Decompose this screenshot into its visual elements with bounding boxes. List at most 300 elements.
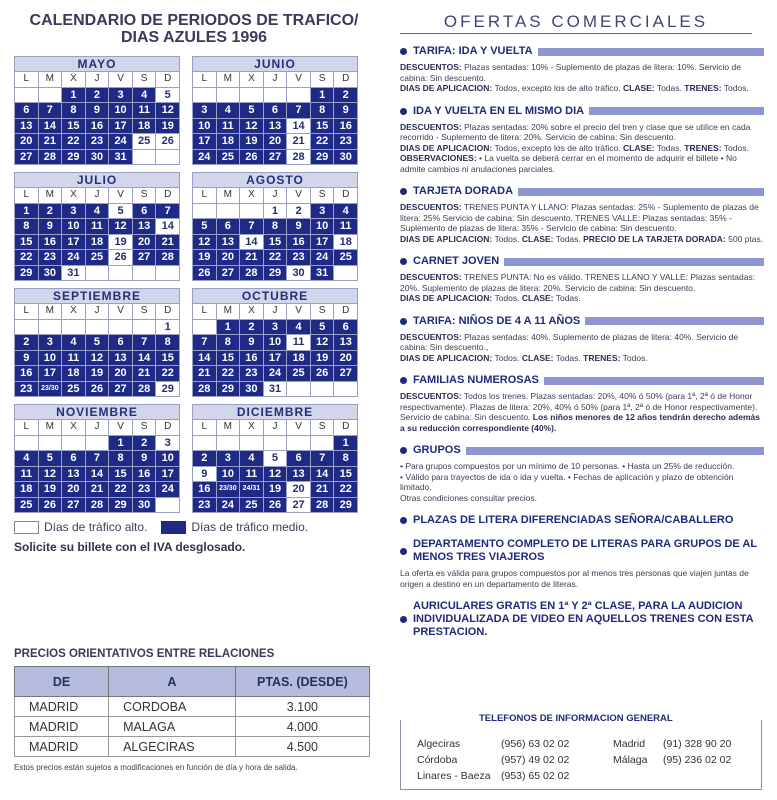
calendar-empty-cell [240, 436, 263, 451]
calendar-day: 24 [62, 250, 85, 265]
prices-title: PRECIOS ORIENTATIVOS ENTRE RELACIONES [14, 648, 275, 660]
weekday-header: M [39, 72, 62, 87]
calendar-day: 26 [156, 134, 179, 149]
month-name: NOVIEMBRE [15, 405, 179, 419]
offer-title: TARJETA DORADA [413, 185, 514, 197]
offer-title: CARNET JOVEN [413, 255, 500, 267]
calendar-day: 17 [311, 235, 334, 250]
weekday-header: L [193, 304, 216, 319]
calendar-day: 24 [156, 482, 179, 497]
calendar-day: 7 [86, 451, 109, 466]
calendar-day: 17 [39, 366, 62, 381]
calendar-day: 7 [287, 103, 310, 118]
calendar-day: 21 [287, 134, 310, 149]
calendar-day: 21 [156, 235, 179, 250]
offer-heading [400, 105, 764, 118]
title-bar-decoration [589, 107, 764, 115]
offer-title: PLAZAS DE LITERA DIFERENCIADAS SEÑORA/CABALLERO [413, 514, 734, 526]
weekday-header: M [217, 72, 240, 87]
offer-section [400, 600, 764, 639]
offer-section [400, 538, 764, 589]
calendar-day: 31 [62, 266, 85, 281]
offer-body [400, 568, 764, 589]
calendar-day: 21 [193, 366, 216, 381]
calendar-day: 22 [15, 250, 38, 265]
calendar-empty-cell [264, 436, 287, 451]
calendar-day: 26 [193, 266, 216, 281]
weekday-header: L [193, 188, 216, 203]
month-septiembre [14, 288, 180, 397]
offer-section [400, 514, 764, 527]
weekday-header: J [264, 72, 287, 87]
calendar-day: 5 [264, 451, 287, 466]
calendar-day: 11 [15, 467, 38, 482]
calendar-day: 22 [62, 134, 85, 149]
cell-a: ALGECIRAS [109, 737, 236, 757]
month-julio [14, 172, 180, 281]
calendar-empty-cell [311, 382, 334, 397]
calendar-day: 9 [240, 335, 263, 350]
weekday-header: M [217, 188, 240, 203]
calendar-day: 19 [86, 366, 109, 381]
calendar-day: 8 [311, 103, 334, 118]
offer-body [400, 461, 764, 503]
calendar-day: 15 [334, 467, 357, 482]
calendar-day: 26 [311, 366, 334, 381]
table-row [15, 737, 370, 757]
calendar-empty-cell [86, 320, 109, 335]
calendar-day: 9 [133, 451, 156, 466]
calendar-grid [14, 56, 374, 513]
calendar-day: 3 [156, 436, 179, 451]
calendar-day: 1 [217, 320, 240, 335]
calendar-day: 1 [62, 88, 85, 103]
weekday-header: X [62, 188, 85, 203]
calendar-day: 26 [264, 498, 287, 513]
bullet-icon [400, 616, 407, 623]
offer-section [400, 444, 764, 503]
calendar-day: 24 [193, 150, 216, 165]
calendar-empty-cell [311, 436, 334, 451]
calendar-day: 16 [39, 235, 62, 250]
calendar-day: 31 [264, 382, 287, 397]
calendar-empty-cell [109, 266, 132, 281]
legend-high-label: Días de tráfico alto. [44, 520, 148, 534]
offer-section [400, 185, 764, 244]
offer-section [400, 315, 764, 364]
calendar-day: 20 [334, 351, 357, 366]
calendar-empty-cell [39, 88, 62, 103]
offer-body [400, 332, 764, 364]
calendar-empty-cell [287, 382, 310, 397]
offer-line: OBSERVACIONES: • La vuelta se deberá cerrar en el momento de adquirir el billete • No admite cambios ni anulaciones parciales. [400, 153, 737, 174]
calendar-empty-cell [156, 150, 179, 165]
calendar-day: 21 [240, 250, 263, 265]
weekday-header: V [109, 188, 132, 203]
calendar-day: 30 [133, 498, 156, 513]
weekday-header: D [156, 72, 179, 87]
calendar-day: 13 [62, 467, 85, 482]
offer-title: IDA Y VUELTA EN EL MISMO DIA [413, 104, 585, 117]
weekday-header: J [264, 188, 287, 203]
calendar-day: 12 [193, 235, 216, 250]
calendar-day: 12 [109, 219, 132, 234]
calendar-empty-cell [240, 88, 263, 103]
month-mayo [14, 56, 180, 165]
weekday-header: J [264, 304, 287, 319]
offer-title: AURICULARES GRATIS EN 1ª Y 2ª CLASE, PARA LA AUDICION INDIVIDUALIZADA DE VIDEO EN AQUELLOS TRENES CON ESTA PRESTACION. [413, 600, 754, 638]
calendar-day: 7 [39, 103, 62, 118]
calendar-day: 1 [156, 320, 179, 335]
calendar-day: 2 [240, 320, 263, 335]
calendar-day: 28 [39, 150, 62, 165]
weekday-header: L [193, 420, 216, 435]
calendar-day: 6 [62, 451, 85, 466]
calendar-day: 4 [15, 451, 38, 466]
calendar-day: 16 [193, 482, 216, 497]
calendar-day: 30 [240, 382, 263, 397]
calendar-day: 13 [287, 467, 310, 482]
weekday-header: V [109, 72, 132, 87]
telefonos-title: TELEFONOS DE INFORMACION GENERAL [473, 713, 679, 724]
calendar-day: 22 [264, 250, 287, 265]
offer-heading [400, 444, 764, 457]
calendar-day: 24 [109, 134, 132, 149]
calendar-day: 13 [217, 235, 240, 250]
calendar-day: 2 [193, 451, 216, 466]
calendar-day: 6 [334, 320, 357, 335]
calendar-day: 3 [39, 335, 62, 350]
calendar-day: 14 [156, 219, 179, 234]
offer-body [400, 391, 764, 433]
weekday-header: X [240, 420, 263, 435]
calendar-day: 30 [334, 150, 357, 165]
calendar-day: 13 [15, 119, 38, 134]
tel-phone: (953) 65 02 02 [501, 770, 570, 782]
calendar-empty-cell [39, 436, 62, 451]
calendar-day: 9 [86, 103, 109, 118]
weekday-header: M [39, 304, 62, 319]
calendar-empty-cell [39, 320, 62, 335]
calendar-day: 29 [334, 498, 357, 513]
calendar-day: 4 [217, 103, 240, 118]
calendar-day: 25 [62, 382, 85, 397]
calendar-day: 27 [264, 150, 287, 165]
calendar-day: 11 [240, 467, 263, 482]
offer-line: DESCUENTOS: TRENES PUNTA: No es válido. TRENES LLANO Y VALLE: Plazas sentadas: 20%. Suplemento de plazas de litera: 20%. Servicio de cabina: Sin descuento. [400, 272, 756, 293]
calendar-day: 9 [193, 467, 216, 482]
month-name: MAYO [15, 57, 179, 71]
weekday-header: J [264, 420, 287, 435]
calendar-empty-cell [62, 436, 85, 451]
calendar-day: 18 [217, 134, 240, 149]
calendar-day: 19 [193, 250, 216, 265]
offer-line: DIAS DE APLICACION: Todos, excepto los de alto tráfico. CLASE: Todas. TRENES: Todos. [400, 83, 749, 93]
offer-body [400, 272, 764, 304]
calendar-day: 7 [133, 335, 156, 350]
calendar-day: 28 [311, 498, 334, 513]
calendar-day: 26 [240, 150, 263, 165]
calendar-empty-cell [287, 88, 310, 103]
tel-city: Algeciras [417, 738, 461, 750]
calendar-day: 15 [109, 467, 132, 482]
calendar-day: 24 [264, 366, 287, 381]
calendar-day: 3 [193, 103, 216, 118]
calendar-day: 6 [217, 219, 240, 234]
calendar-day: 4 [133, 88, 156, 103]
calendar-day: 25 [15, 498, 38, 513]
calendar-day: 24/31 [240, 482, 263, 497]
calendar-day: 27 [334, 366, 357, 381]
bullet-icon [400, 108, 407, 115]
calendar-day: 16 [133, 467, 156, 482]
calendar-day: 26 [86, 382, 109, 397]
weekday-header: M [217, 420, 240, 435]
offer-section [400, 374, 764, 433]
calendar-day: 4 [62, 335, 85, 350]
weekday-header: L [15, 72, 38, 87]
weekday-header: S [133, 304, 156, 319]
offer-title: TARIFA: IDA Y VUELTA [413, 45, 533, 57]
weekday-header: X [240, 72, 263, 87]
calendar-day: 10 [217, 467, 240, 482]
calendar-day: 30 [287, 266, 310, 281]
calendar-day: 10 [109, 103, 132, 118]
calendar-day: 5 [86, 335, 109, 350]
offer-line: La oferta es válida para grupos compuestos por al menos tres personas que viajen juntas de origen a destino en un departamento de literas. [400, 568, 749, 589]
calendar-day: 2 [287, 204, 310, 219]
legend-medium-label: Días de tráfico medio. [191, 520, 309, 534]
right-column [400, 12, 764, 639]
weekday-header: X [240, 304, 263, 319]
weekday-header: D [334, 420, 357, 435]
calendar-day: 18 [15, 482, 38, 497]
month-agosto [192, 172, 358, 281]
month-name: JULIO [15, 173, 179, 187]
calendar-day: 26 [109, 250, 132, 265]
calendar-day: 2 [334, 88, 357, 103]
calendar-day: 29 [62, 150, 85, 165]
calendar-day: 1 [109, 436, 132, 451]
weekday-header: V [287, 72, 310, 87]
calendar-day: 15 [15, 235, 38, 250]
calendar-day: 7 [311, 451, 334, 466]
calendar-day: 2 [86, 88, 109, 103]
calendar-day: 20 [133, 235, 156, 250]
calendar-day: 25 [133, 134, 156, 149]
offer-title: GRUPOS [413, 444, 461, 456]
calendar-day: 18 [287, 351, 310, 366]
calendar-day: 16 [287, 235, 310, 250]
tel-phone: (957) 49 02 02 [501, 754, 570, 766]
calendar-day: 9 [15, 351, 38, 366]
weekday-header: S [311, 72, 334, 87]
calendar-day: 20 [264, 134, 287, 149]
calendar-day: 18 [133, 119, 156, 134]
calendar-day: 23 [334, 134, 357, 149]
calendar-day: 12 [86, 351, 109, 366]
offer-heading [400, 374, 764, 387]
calendar-day: 19 [311, 351, 334, 366]
month-name: OCTUBRE [193, 289, 357, 303]
table-row [15, 717, 370, 737]
cell-ptas: 3.100 [235, 697, 369, 717]
calendar-empty-cell [15, 436, 38, 451]
calendar-day: 11 [86, 219, 109, 234]
month-name: SEPTIEMBRE [15, 289, 179, 303]
cell-de: MADRID [15, 717, 109, 737]
calendar-day: 7 [193, 335, 216, 350]
calendar-day: 27 [287, 498, 310, 513]
calendar-day: 5 [240, 103, 263, 118]
calendar-title: CALENDARIO DE PERIODOS DE TRAFICO/ DIAS AZULES 1996 [29, 12, 359, 46]
calendar-day: 15 [264, 235, 287, 250]
bullet-icon [400, 318, 407, 325]
calendar-day: 23 [193, 498, 216, 513]
weekday-header: L [193, 72, 216, 87]
calendar-day: 24 [311, 250, 334, 265]
calendar-empty-cell [334, 266, 357, 281]
calendar-day: 18 [334, 235, 357, 250]
weekday-header: D [334, 304, 357, 319]
calendar-empty-cell [334, 382, 357, 397]
offer-heading [400, 538, 764, 564]
offer-line: DESCUENTOS: Plazas sentadas: 40%. Suplemento de plazas de litera: 40%. Servicio de cabina: Sin descuento., [400, 331, 739, 352]
calendar-day: 25 [217, 150, 240, 165]
calendar-day: 15 [311, 119, 334, 134]
title-bar-decoration [544, 377, 764, 385]
calendar-day: 22 [311, 134, 334, 149]
calendar-day: 8 [217, 335, 240, 350]
calendar-day: 7 [240, 219, 263, 234]
calendar-day: 21 [311, 482, 334, 497]
calendar-day: 13 [334, 335, 357, 350]
calendar-day: 28 [240, 266, 263, 281]
calendar-day: 3 [311, 204, 334, 219]
calendar-day: 27 [217, 266, 240, 281]
offer-line: DIAS DE APLICACION: Todos. CLASE: Todas. TRENES: Todos. [400, 352, 648, 363]
calendar-empty-cell [156, 266, 179, 281]
calendar-day: 16 [240, 351, 263, 366]
weekday-header: D [334, 72, 357, 87]
calendar-day: 13 [133, 219, 156, 234]
offer-line: DESCUENTOS: Plazas sentadas: 20% sobre el precio del tren y clase que se utilice en cada recorrido - Suplemento de litera: 20%. Servicio de cabina: Sin descuento. [400, 121, 751, 142]
month-noviembre [14, 404, 180, 513]
calendar-day: 16 [334, 119, 357, 134]
telefonos-box [400, 713, 762, 790]
title-bar-decoration [504, 258, 764, 266]
tel-phone: (91) 328 90 20 [663, 738, 732, 750]
calendar-day: 3 [264, 320, 287, 335]
calendar-day: 21 [86, 482, 109, 497]
calendar-day: 20 [15, 134, 38, 149]
calendar-day: 15 [62, 119, 85, 134]
calendar-day: 19 [39, 482, 62, 497]
calendar-day: 16 [86, 119, 109, 134]
calendar-day: 19 [240, 134, 263, 149]
calendar-day: 8 [334, 451, 357, 466]
tel-city: Córdoba [417, 754, 458, 766]
weekday-header: J [86, 188, 109, 203]
calendar-day: 14 [287, 119, 310, 134]
calendar-day: 12 [156, 103, 179, 118]
calendar-day: 21 [39, 134, 62, 149]
calendar-day: 31 [109, 150, 132, 165]
bullet-icon [400, 447, 407, 454]
offer-title: FAMILIAS NUMEROSAS [413, 374, 539, 386]
month-diciembre [192, 404, 358, 513]
calendar-empty-cell [240, 204, 263, 219]
calendar-day: 17 [264, 351, 287, 366]
cell-de: MADRID [15, 697, 109, 717]
calendar-day: 19 [156, 119, 179, 134]
prices-section [14, 648, 370, 772]
calendar-day: 18 [86, 235, 109, 250]
calendar-legend [14, 520, 374, 534]
offer-heading [400, 315, 764, 328]
calendar-empty-cell [193, 436, 216, 451]
calendar-day: 8 [156, 335, 179, 350]
calendar-day: 6 [133, 204, 156, 219]
weekday-header: S [311, 420, 334, 435]
month-octubre [192, 288, 358, 397]
calendar-day: 29 [109, 498, 132, 513]
calendar-day: 9 [287, 219, 310, 234]
offer-line: Otras condiciones consultar precios. [400, 492, 538, 503]
weekday-header: V [109, 420, 132, 435]
weekday-header: J [86, 420, 109, 435]
calendar-day: 13 [264, 119, 287, 134]
calendar-day: 24 [217, 498, 240, 513]
calendar-day: 20 [217, 250, 240, 265]
calendar-day: 4 [287, 320, 310, 335]
prices-note: Estos precios están sujetos a modificaciones en función de día y hora de salida. [14, 763, 298, 772]
calendar-day: 21 [133, 366, 156, 381]
iva-note: Solicite su billete con el IVA desglosado. [14, 540, 246, 554]
calendar-day: 20 [109, 366, 132, 381]
calendar-day: 17 [156, 467, 179, 482]
offer-section [400, 255, 764, 304]
weekday-header: V [109, 304, 132, 319]
offer-line: DIAS DE APLICACION: Todos. CLASE: Todas. [400, 293, 581, 303]
offer-body [400, 62, 764, 94]
calendar-day: 14 [39, 119, 62, 134]
offer-section [400, 105, 764, 175]
offer-heading [400, 185, 764, 198]
calendar-day: 29 [311, 150, 334, 165]
calendar-day: 12 [240, 119, 263, 134]
month-name: AGOSTO [193, 173, 357, 187]
calendar-day: 20 [62, 482, 85, 497]
weekday-header: X [62, 420, 85, 435]
calendar-empty-cell [62, 320, 85, 335]
calendar-empty-cell [217, 88, 240, 103]
weekday-header: D [156, 420, 179, 435]
left-column [14, 12, 374, 554]
weekday-header: L [15, 188, 38, 203]
calendar-day: 23/30 [217, 482, 240, 497]
calendar-day: 16 [15, 366, 38, 381]
calendar-empty-cell [15, 88, 38, 103]
calendar-empty-cell [264, 88, 287, 103]
col-header-a: A [109, 667, 236, 697]
calendar-day: 28 [86, 498, 109, 513]
tel-city: Madrid [613, 738, 646, 750]
calendar-day: 27 [109, 382, 132, 397]
calendar-empty-cell [193, 204, 216, 219]
calendar-day: 4 [86, 204, 109, 219]
calendar-day: 23 [240, 366, 263, 381]
